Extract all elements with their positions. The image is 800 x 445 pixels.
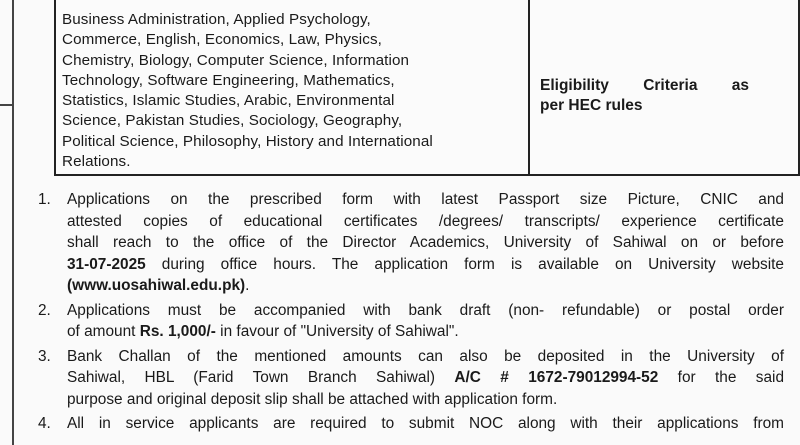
list-item <box>38 413 784 435</box>
list-item-line <box>67 275 784 297</box>
list-item <box>38 189 784 297</box>
list-item-line: Applications on the prescribed form with latest Passport size Picture, CNIC and <box>67 191 784 208</box>
criteria-line-1 <box>540 76 749 96</box>
list-item-line: shall reach to the office of the Director Academics, University of Sahiwal on or before <box>67 234 784 251</box>
subjects-line: Statistics, Islamic Studies, Arabic, Environmental <box>62 92 395 110</box>
list-item-number: 2. <box>38 301 51 319</box>
criteria-word: Criteria <box>643 77 698 94</box>
list-item-number: 1. <box>38 191 51 208</box>
subjects-line: Political Science, Philosophy, History and International <box>62 132 433 150</box>
subjects-line: Chemistry, Biology, Computer Science, Information <box>62 51 410 69</box>
table-column-divider <box>528 0 530 176</box>
subjects-line: Business Administration, Applied Psychology, <box>62 11 371 28</box>
list-item-text: during office hours. The application form is available on University website <box>145 255 784 273</box>
list-item-line: Bank Challan of the mentioned amounts can also be deposited in the University of <box>67 347 784 365</box>
list-item-line <box>67 321 784 343</box>
website-link[interactable]: (www.uosahiwal.edu.pk) <box>67 277 246 294</box>
subjects-line: Commerce, English, Economics, Law, Physics, <box>62 31 382 49</box>
criteria-line-2: per HEC rules <box>540 97 643 114</box>
criteria-word: Eligibility <box>540 77 609 94</box>
list-item-text: Sahiwal, HBL (Farid Town Branch Sahiwal) <box>67 369 455 386</box>
account-number: A/C # 1672-79012994-52 <box>454 369 659 386</box>
list-item-line <box>67 367 784 389</box>
list-item-number: 3. <box>38 347 51 365</box>
list-item-line: Applications must be accompanied with bank draft (non- refundable) or postal order <box>67 301 784 319</box>
list-item-text: in favour of "University of Sahiwal". <box>215 323 459 340</box>
subjects-line: Science, Pakistan Studies, Sociology, Geography, <box>62 112 403 130</box>
list-item <box>38 300 784 343</box>
subjects-line: Technology, Software Engineering, Mathematics, <box>62 71 395 89</box>
list-item-line: attested copies of educational certificates /degrees/ transcripts/ experience certificate <box>67 212 784 230</box>
list-item-text: for the said <box>658 369 785 386</box>
page-edge-tick <box>0 104 12 106</box>
subjects-cell <box>62 10 524 172</box>
list-item-line <box>67 254 784 276</box>
page-edge-line <box>12 0 14 445</box>
list-item-number: 4. <box>38 415 51 432</box>
list-item-text: of amount <box>67 323 140 340</box>
deadline-date: 31-07-2025 <box>67 255 146 273</box>
criteria-word: as <box>731 77 749 94</box>
fee-amount: Rs. 1,000/- <box>139 323 216 340</box>
subjects-line: Relations. <box>62 153 131 171</box>
criteria-cell <box>540 76 778 116</box>
list-item-line: All in service applicants are required to submit NOC along with their applications from <box>67 415 784 432</box>
instructions-list <box>38 189 784 438</box>
list-item-line: purpose and original deposit slip shall be attached with application form. <box>67 390 558 408</box>
list-item <box>38 346 784 411</box>
list-item-text: . <box>245 277 250 294</box>
